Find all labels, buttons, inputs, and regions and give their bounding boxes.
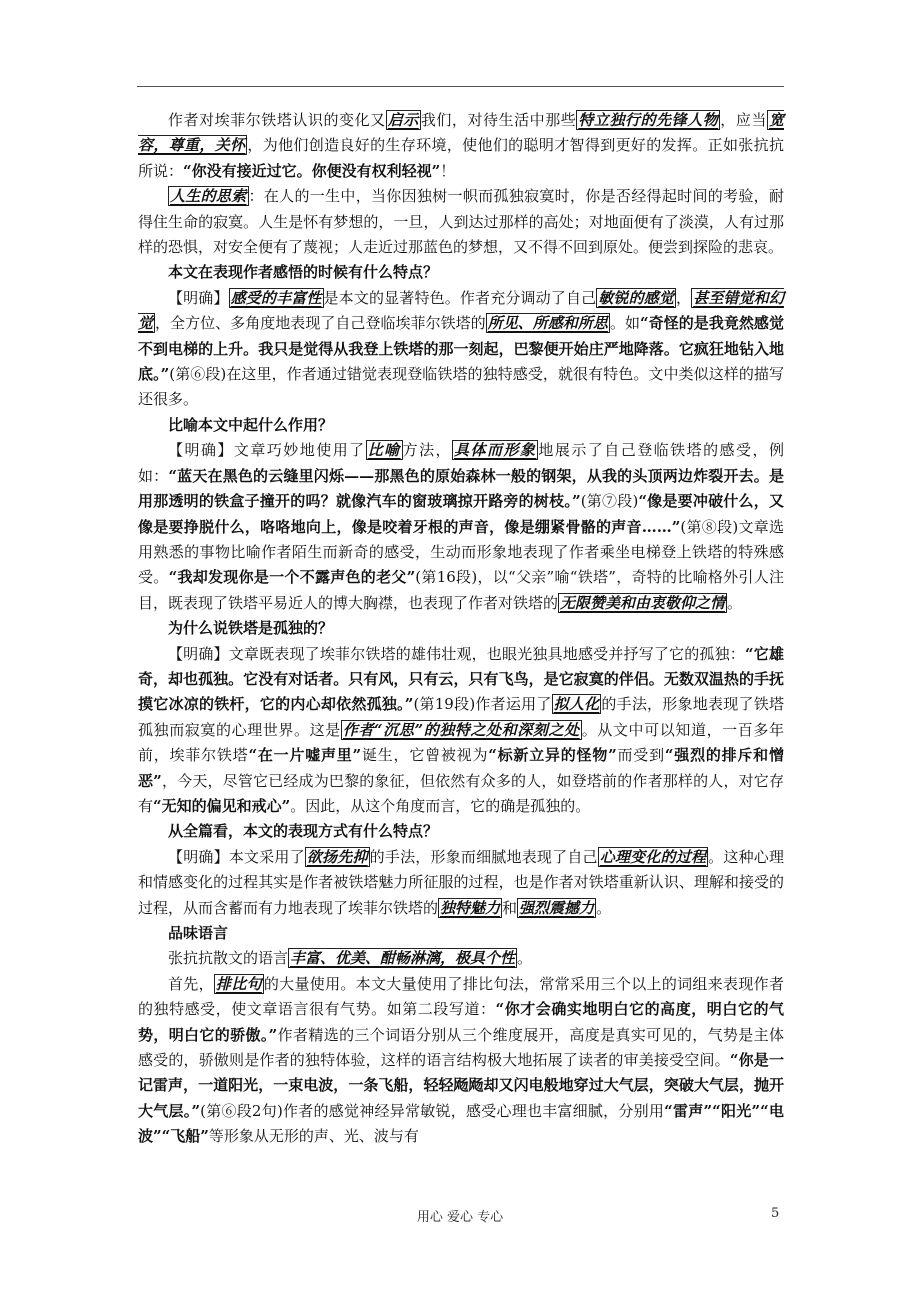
marked-phrase: 启示 <box>387 111 419 129</box>
text: 地展示了自己登临铁塔的感受，例如： <box>138 441 784 485</box>
quote: “你是一记雷声，一道阳光，一束电波，一条飞船，轻轻飏飏却又闪电般地穿过大气层，突破大气层，抛开大气层。” <box>138 1051 784 1120</box>
marked-phrase: 敏锐的感觉 <box>598 288 675 307</box>
question-heading: 为什么说铁塔是孤独的？ <box>168 619 334 638</box>
text: ！ <box>440 161 456 180</box>
marked-phrase: 宽容，尊重，关怀 <box>138 111 784 155</box>
text: ，应当 <box>720 111 767 129</box>
text: 张抗抗散文的语言 <box>168 949 289 968</box>
quote: “我却发现你是一个不露声色的老父” <box>168 568 416 587</box>
quote: “蓝天在黑色的云缝里闪烁——那黑色的原始森林一般的钢架，从我的头顶两边炸裂开去。是用那透明的铁盒子撞开的吗？就像汽车的窗玻璃掠开路旁的树枝。” <box>138 466 784 511</box>
text: 的大量使用。本文大量使用了排比句法，常常采用三个以上的词组来表现作者的独特感受，使文章语言很有气势。如第二段写道： <box>138 974 784 1019</box>
marked-phrase: 无限赞美和由衷敬仰之情 <box>560 593 726 612</box>
text: 方法， <box>402 441 453 460</box>
marked-phrase: 所见、所感和所思 <box>487 314 608 333</box>
quote: “你没有接近过它。你便没有权利轻视” <box>183 161 441 180</box>
text: ，今天，尽管它已经成为巴黎的象征，但依然有众多的人，如登塔前的作者那样的人，对它存有 <box>138 771 784 815</box>
text: (第19段)作者运用了 <box>413 695 552 714</box>
text: 。如 <box>609 314 641 333</box>
quote: “奇怪的是我竟然感觉不到电梯的上升。我只是觉得从我登上铁塔的那一刻起，巴黎便开始庄严地降落。它疯狂地钻入地底。” <box>138 314 784 384</box>
text: 是本文的显著特色。作者充分调动了自己 <box>323 288 597 307</box>
quote: “雷声”“阳光”“电波”“飞船” <box>138 1101 784 1146</box>
text: 【明确】文章既表现了埃菲尔铁塔的雄伟壮观，也眼光独具地感受并抒写了它的孤独： <box>168 644 745 663</box>
paragraph-2 <box>138 184 784 260</box>
quote: “它雄奇，却也孤独。它没有对话者。只有风，只有云，只有飞鸟，是它寂寞的伴侣。无数双温热的手抚摸它冰凉的铁杆，它的内心却依然孤独。” <box>138 644 784 714</box>
text: 而受到 <box>616 746 665 765</box>
marked-phrase: 人生的思索 <box>170 187 247 206</box>
quote: “强烈的排斥和憎恶” <box>138 746 784 790</box>
quote: “无知的偏见和戒心” <box>153 796 291 815</box>
text: (第⑦段) <box>580 492 639 511</box>
question-heading: 本文在表现作者感悟的时候有什么特点？ <box>168 263 439 282</box>
text: (第⑥段2句)作者的感觉神经异常敏锐，感受心理也丰富细腻，分别用 <box>200 1101 665 1120</box>
quote: “标新立异的怪物” <box>488 746 617 765</box>
marked-phrase: 强烈震撼力 <box>519 898 595 917</box>
paragraph-4 <box>138 438 784 616</box>
marked-phrase: 丰富、优美、酣畅淋漓，极具个性 <box>290 949 516 968</box>
document-body <box>138 108 784 1150</box>
text: 作者精选的三个词语分别从三个维度展开，高度是真实可见的，气势是主体感受的，骄傲则是作者的独特体验，这样的语言结构极大地拓展了读者的审美接受空间。 <box>138 1025 784 1070</box>
page-footer: 用心 爱心 专心 <box>416 1210 504 1225</box>
marked-phrase: 具体而形象 <box>454 441 537 460</box>
text: 我们，对待生活中那些 <box>420 111 577 129</box>
marked-phrase: 甚至错觉和幻觉 <box>138 288 784 333</box>
paragraph-3 <box>138 286 784 413</box>
marked-phrase: 独特魅力 <box>440 898 501 917</box>
paragraph-5 <box>138 642 784 820</box>
text: ， <box>676 288 692 307</box>
text: 。 <box>596 898 612 917</box>
text: ：在人的一生中，当你因独树一帜而孤独寂寞时，你是否经得起时间的考验，耐得住生命的寂寞。人生是怀有梦想的，一旦，人到达过那样的高处；对地面便有了淡漠，人有过那样的恐惧，对安全便有了蔑视；人走近过那蓝色的梦想，又不得不回到原处。便尝到探险的悲哀。 <box>138 187 784 257</box>
text: 等形象从无形的声、光、波与有 <box>208 1127 419 1146</box>
marked-phrase: 排比句 <box>215 974 262 993</box>
paragraph-1 <box>138 108 784 184</box>
text: 。因此，从这个角度而言，它的确是孤独的。 <box>290 796 591 815</box>
section-heading: 品味语言 <box>168 924 229 942</box>
quote: “在一片嘘声里” <box>248 746 362 765</box>
text: 的手法，形象而细腻地表现了自己 <box>369 847 598 866</box>
paragraph-8 <box>138 972 784 1150</box>
text: 【明确】文章巧妙地使用了 <box>168 441 366 460</box>
header-rule <box>137 86 784 87</box>
text: 。这种心理和情感变化的过程其实是作者被铁塔魅力所征服的过程，也是作者对铁塔重新认识、理解和接受的过程，从而含蓄而有力地表现了埃菲尔铁塔的 <box>138 847 784 917</box>
marked-phrase: 感受的丰富性 <box>230 288 322 307</box>
text: 【明确】 <box>168 288 229 307</box>
question-heading: 比喻本文中起什么作用？ <box>168 415 334 434</box>
text: (第16段)，以“父亲”喻“铁塔”，奇特的比喻格外引人注目，既表现了铁塔平易近人的博大胸襟，也表现了作者对铁塔的 <box>138 568 784 612</box>
text: (第⑥段)在这里，作者通过错觉表现登临铁塔的独特感受，就很有特色。文中类似这样的描写还很多。 <box>138 365 784 409</box>
text: 诞生，它曾被视为 <box>361 746 489 765</box>
paragraph-7 <box>138 946 784 971</box>
marked-phrase: 作者“沉思”的独特之处和深刻之处 <box>342 720 580 739</box>
text: 。从文中可以知道，一百多年前，埃菲尔铁塔 <box>138 720 784 765</box>
marked-phrase: 特立独行的先锋人物 <box>578 111 719 129</box>
text: 【明确】本文采用了 <box>168 847 305 866</box>
quote: “你才会确实地明白它的高度，明白它的气势，明白它的骄傲。” <box>138 1000 784 1044</box>
marked-phrase: 心理变化的过程 <box>599 847 707 866</box>
text: 和 <box>502 898 518 917</box>
question-heading: 从全篇看，本文的表现方式有什么特点？ <box>168 822 439 841</box>
marked-phrase: 比喻 <box>367 441 401 460</box>
text: ，为他们创造良好的生存环境，使他们的聪明才智得到更好的发挥。正如张抗抗所说： <box>138 136 784 180</box>
text: 的手法，形象地表现了铁塔孤独而寂寞的心理世界。这是 <box>138 695 784 739</box>
page-number: 5 <box>771 1206 780 1221</box>
text: ，全方位、多角度地表现了自己登临埃菲尔铁塔的 <box>155 314 486 333</box>
marked-phrase: 拟人化 <box>553 695 600 714</box>
marked-phrase: 欲扬先抑 <box>306 847 368 866</box>
quote: “像是要冲破什么，又像是要挣脱什么，咯咯地向上，像是咬着牙根的声音，像是绷紧骨骼的声音……” <box>138 492 784 536</box>
text: 首先， <box>168 974 214 993</box>
paragraph-6 <box>138 845 784 921</box>
text: 作者对埃菲尔铁塔认识的变化又 <box>168 111 386 129</box>
text: 。 <box>517 949 533 968</box>
text: 。 <box>727 593 743 612</box>
text: (第⑧段)文章选用熟悉的事物比喻作者陌生而新奇的感受，生动而形象地表现了作者乘坐电梯登上铁塔的特殊感受。 <box>138 517 784 587</box>
